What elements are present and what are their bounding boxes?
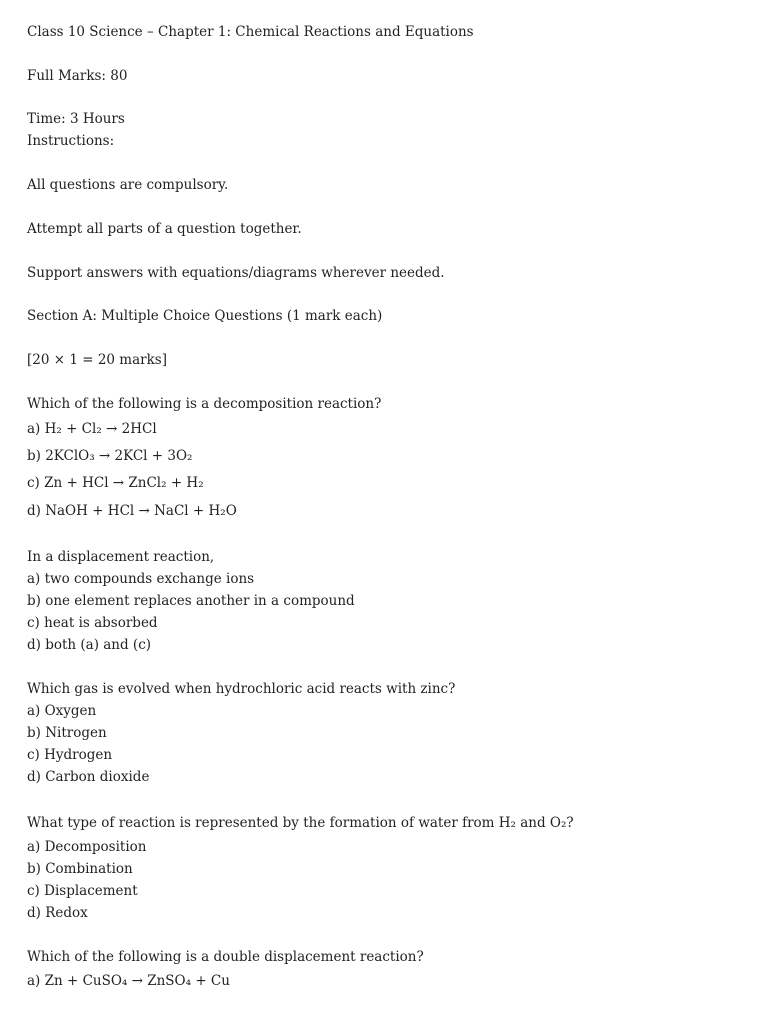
section-marks: [20 × 1 = 20 marks] <box>27 352 167 368</box>
time-allowed: Time: 3 Hours <box>27 111 125 127</box>
instruction-item: Attempt all parts of a question together. <box>27 221 302 237</box>
full-marks: Full Marks: 80 <box>27 68 128 84</box>
instructions-label: Instructions: <box>27 133 115 149</box>
question-text: Which of the following is a double displacement reaction? <box>27 949 424 965</box>
question-option: a) Decomposition <box>27 839 147 855</box>
question-option: c) Zn + HCl → ZnCl₂ + H₂ <box>27 475 204 491</box>
section-title: Section A: Multiple Choice Questions (1 mark each) <box>27 308 383 324</box>
instruction-item: Support answers with equations/diagrams wherever needed. <box>27 265 445 281</box>
question-option: b) 2KClO₃ → 2KCl + 3O₂ <box>27 448 193 464</box>
question-option: b) Combination <box>27 861 133 877</box>
question-option: d) Redox <box>27 905 88 921</box>
instruction-item: All questions are compulsory. <box>27 177 229 193</box>
question-option: d) both (a) and (c) <box>27 637 152 653</box>
question-option: d) NaOH + HCl → NaCl + H₂O <box>27 503 237 519</box>
question-option: c) heat is absorbed <box>27 615 158 631</box>
question-option: c) Hydrogen <box>27 747 113 763</box>
question-option: a) H₂ + Cl₂ → 2HCl <box>27 421 157 437</box>
question-option: b) Nitrogen <box>27 725 107 741</box>
question-option: b) one element replaces another in a compound <box>27 593 355 609</box>
question-text: Which of the following is a decomposition reaction? <box>27 396 382 412</box>
question-option: c) Displacement <box>27 883 138 899</box>
question-text: What type of reaction is represented by the formation of water from H₂ and O₂? <box>27 815 574 831</box>
question-text: Which gas is evolved when hydrochloric acid reacts with zinc? <box>27 681 456 697</box>
question-option: d) Carbon dioxide <box>27 769 150 785</box>
question-text: In a displacement reaction, <box>27 549 215 565</box>
question-option: a) Oxygen <box>27 703 97 719</box>
question-option: a) two compounds exchange ions <box>27 571 255 587</box>
document-title: Class 10 Science – Chapter 1: Chemical Reactions and Equations <box>27 24 474 40</box>
question-option: a) Zn + CuSO₄ → ZnSO₄ + Cu <box>27 973 230 989</box>
